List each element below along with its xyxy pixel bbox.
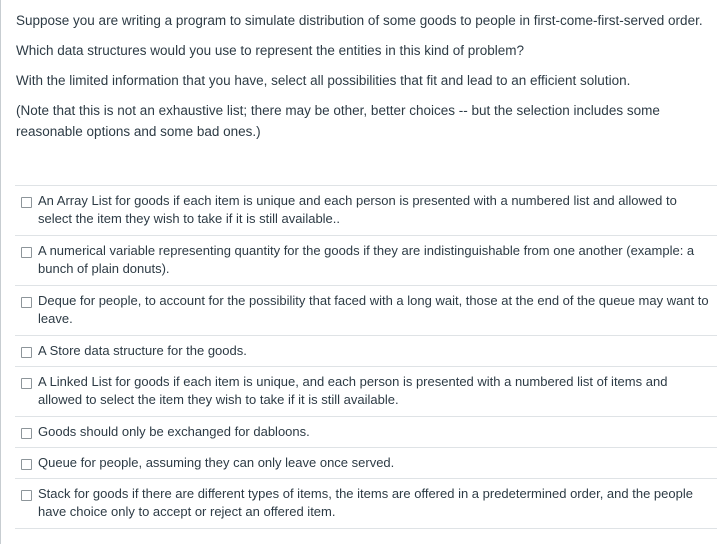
answer-label: A Linked List for goods if each item is unique, and each person is presented with a numbered list of items and allowed to select the item they wish to take if it is still available. bbox=[38, 374, 668, 407]
answer-option-store[interactable] bbox=[15, 336, 717, 367]
answer-checkbox[interactable] bbox=[21, 459, 32, 470]
answer-checkbox[interactable] bbox=[21, 490, 32, 501]
answer-option-numerical-variable[interactable] bbox=[15, 236, 717, 286]
answer-option-dabloons[interactable] bbox=[15, 417, 717, 448]
answer-label: An Array List for goods if each item is unique and each person is presented with a numbered list and allowed to select the item they wish to take if it is still available.. bbox=[38, 193, 677, 226]
answer-checkbox[interactable] bbox=[21, 378, 32, 389]
answer-label: Stack for goods if there are different types of items, the items are offered in a predetermined order, and the people have choice only to accept or reject an offered item. bbox=[38, 486, 693, 519]
answer-label: A numerical variable representing quantity for the goods if they are indistinguishable from one another (example: a bunch of plain donuts). bbox=[38, 243, 695, 276]
answer-label: A Store data structure for the goods. bbox=[38, 343, 247, 358]
answer-option-array-list[interactable] bbox=[15, 186, 717, 236]
answer-list bbox=[15, 185, 717, 529]
question-paragraph-4: (Note that this is not an exhaustive list; there may be other, better choices -- but the selection includes some reasonable options and some bad ones.) bbox=[16, 103, 660, 139]
answer-checkbox[interactable] bbox=[21, 197, 32, 208]
answer-checkbox[interactable] bbox=[21, 428, 32, 439]
answer-label: Goods should only be exchanged for dabloons. bbox=[38, 424, 310, 439]
answer-option-stack[interactable] bbox=[15, 479, 717, 529]
answer-checkbox[interactable] bbox=[21, 347, 32, 358]
answer-checkbox[interactable] bbox=[21, 247, 32, 258]
question-paragraph-1: Suppose you are writing a program to simulate distribution of some goods to people in first-come-first-served order. bbox=[16, 13, 703, 28]
answer-checkbox[interactable] bbox=[21, 297, 32, 308]
answer-label: Deque for people, to account for the possibility that faced with a long wait, those at the end of the queue may want to leave. bbox=[38, 293, 709, 326]
answer-option-deque[interactable] bbox=[15, 286, 717, 336]
answer-option-linked-list[interactable] bbox=[15, 367, 717, 417]
question-paragraph-3: With the limited information that you have, select all possibilities that fit and lead to an efficient solution. bbox=[16, 73, 631, 88]
answer-label: Queue for people, assuming they can only leave once served. bbox=[38, 455, 395, 470]
question-paragraph-2: Which data structures would you use to represent the entities in this kind of problem? bbox=[16, 43, 525, 58]
question-text bbox=[16, 10, 716, 142]
answer-option-queue[interactable] bbox=[15, 448, 717, 479]
